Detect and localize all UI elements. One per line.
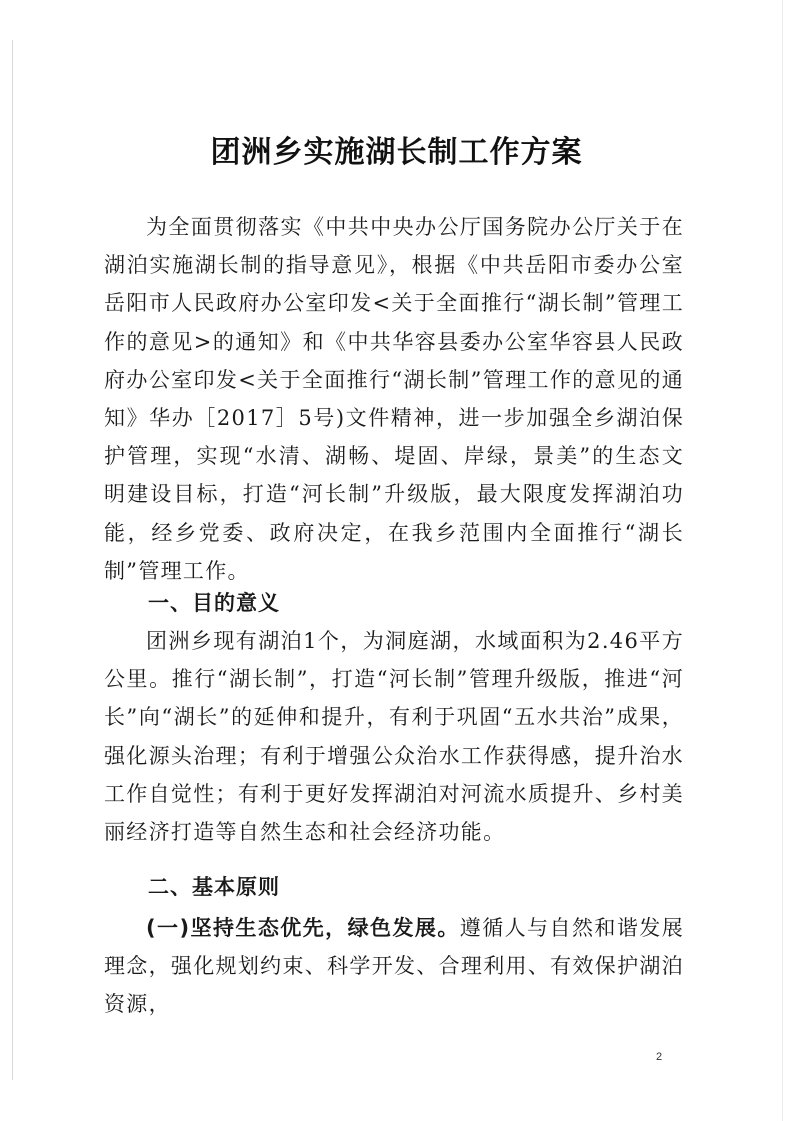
section-heading-purpose: 一、目的意义 <box>148 591 280 615</box>
principle-1-lead: (一)坚持生态优先，绿色发展。 <box>146 916 460 940</box>
page-number: 2 <box>656 1051 663 1063</box>
scan-left-edge <box>12 40 13 1080</box>
section-purpose-paragraph: 团洲乡现有湖泊1个，为洞庭湖，水域面积为2.46平方公里。推行“湖长制”，打造“河长制”管理升级版，推进“河长”向“湖长”的延伸和提升，有利于巩固“五水共治”成果，强化源头治理；有利于增强公众治水工作获得感，提升治水工作自觉性；有利于更好发挥湖泊对河流水质提升、乡村美丽经济打造等自然生态和社会经济功能。 <box>104 629 684 845</box>
principle-1-text: 遵循人与自然和谐发展理念，强化规划约束、科学开发、合理利用、有效保护湖泊资源， <box>104 916 685 1017</box>
intro-paragraph: 为全面贯彻落实《中共中央办公厅国务院办公厅关于在湖泊实施湖长制的指导意见》，根据《中共岳阳市委办公室 岳阳市人民政府办公室印发<关于全面推行“湖长制”管理工作的意见>的通知》和《中共华容县委办公室华容县人民政府办公室印发<关于全面推行“湖长制”管理工作的意见的通知》华办［2017］5号)文件精神，进一步加强全乡湖泊保护管理，实现“水清、湖畅、堤固、岸绿，景美”的生态文明建设目标，打造“河长制”升级版，最大限度发挥湖泊功能，经乡党委、政府决定，在我乡范围内全面推行“湖长制”管理工作。 <box>104 215 684 583</box>
principle-1-paragraph <box>104 909 684 1024</box>
section-heading-principles: 二、基本原则 <box>148 875 280 899</box>
document-title: 团洲乡实施湖长制工作方案 <box>210 135 583 170</box>
